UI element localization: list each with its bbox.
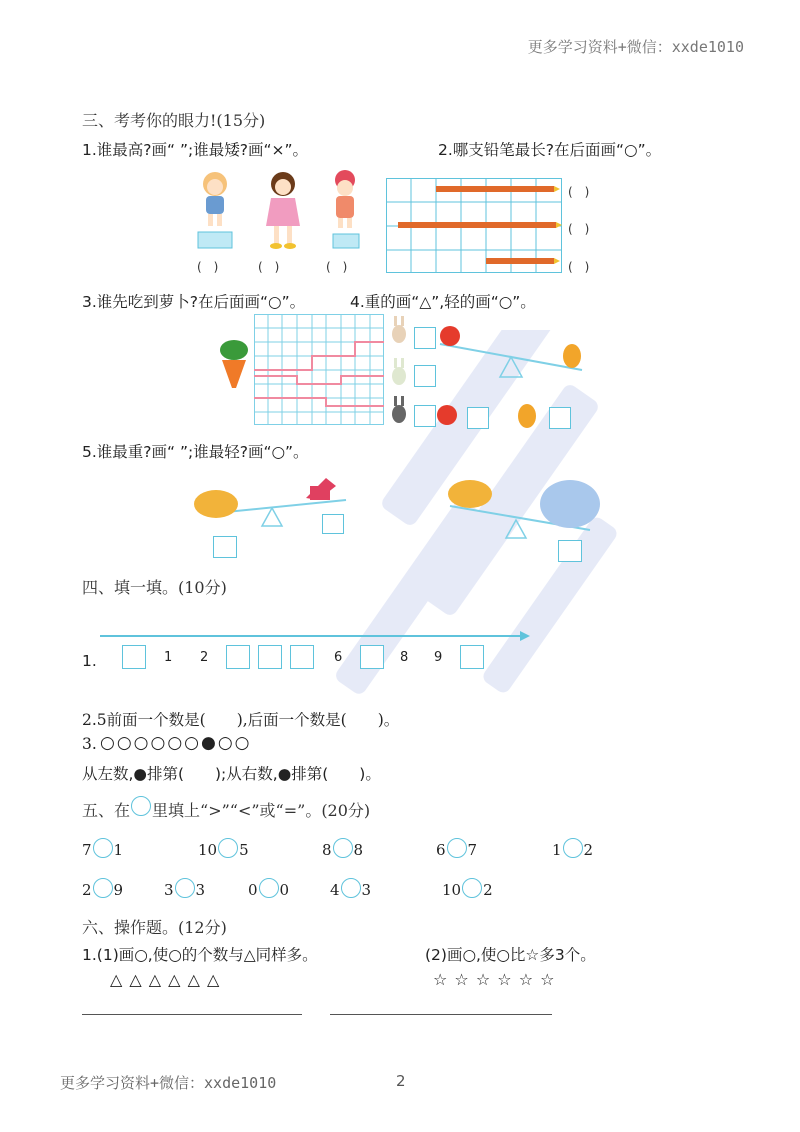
compare-right: 0 [279,881,290,899]
footer-watermark: 更多学习资料+微信：xxde1010 [60,1074,277,1092]
header-watermark: 更多学习资料+微信：xxde1010 [527,38,744,56]
compare-answer-circle[interactable] [341,878,361,898]
number-line-axis [100,628,530,644]
compare-answer-circle[interactable] [333,838,353,858]
compare-answer-circle[interactable] [175,878,195,898]
pear-icon [516,400,538,428]
number-line-blank-box[interactable] [122,645,146,669]
compare-item [436,838,477,862]
pencil-2 [398,222,562,228]
circle-icon [131,796,151,816]
compare-item [164,878,205,902]
compare-right: 7 [467,841,478,859]
number-line-blank-box[interactable] [226,645,250,669]
compare-left: 2 [82,881,92,899]
q2-text: 2.哪支铅笔最长?在后面画“○”。 [438,141,662,159]
maze-grid [254,314,384,426]
compare-left: 4 [330,881,340,899]
number-line-blank-box[interactable] [258,645,282,669]
section4-title: 四、填一填。(10分) [82,578,227,597]
section5-title-after: 里填上“>”“<”或“=”。(20分) [152,800,371,820]
number-line-label: 1. [82,652,97,670]
compare-left: 7 [82,841,92,859]
answer-line-right[interactable] [330,1014,552,1015]
balance-cow-elephant [440,470,616,560]
compare-right: 1 [113,841,124,859]
compare-left: 6 [436,841,446,859]
answer-line-left[interactable] [82,1014,302,1015]
apple-icon [436,402,458,426]
balance-apple-pear [436,320,586,384]
q3-text: 3.谁先吃到萝卜?在后面画“○”。 [82,293,306,311]
q2-answer-paren[interactable]: ( ) [568,185,590,199]
q5-text: 5.谁最重?画“ ”;谁最轻?画“○”。 [82,443,309,461]
rabbits-illustration [388,314,410,426]
compare-answer-circle[interactable] [93,838,113,858]
pencil-grid [386,178,562,274]
triangles-row: △ △ △ △ △ △ [110,970,221,989]
compare-item [82,878,123,902]
q4-answer-box[interactable] [467,407,489,429]
elephant-icon [540,480,600,528]
q1-answer-paren[interactable]: ( ) [326,260,348,274]
number-line-value: 8 [400,650,409,665]
q3-answer-box[interactable] [414,365,436,387]
compare-item [198,838,249,862]
carrot-icon [214,338,254,390]
q1-answer-paren[interactable]: ( ) [197,260,219,274]
q3-answer-box[interactable] [414,405,436,427]
compare-left: 1 [552,841,562,859]
compare-right: 8 [353,841,364,859]
compare-item [442,878,493,902]
compare-item [330,878,371,902]
q5-answer-box[interactable] [558,540,582,562]
compare-item [322,838,363,862]
section6-title: 六、操作题。(12分) [82,918,227,937]
cow-icon [448,480,492,508]
s6-q1a-text: 1.(1)画○,使○的个数与△同样多。 [82,946,318,964]
compare-answer-circle[interactable] [259,878,279,898]
q5-answer-box[interactable] [213,536,237,558]
pencil-1 [436,186,560,192]
compare-right: 3 [361,881,372,899]
number-line-value: 2 [200,650,209,665]
girls-height-illustration [188,168,378,250]
number-line-value: 9 [434,650,443,665]
apple-icon [440,326,460,346]
compare-right: 2 [583,841,594,859]
s4-q3-circles: ○○○○○○●○○ [100,733,252,753]
compare-left: 10 [442,881,462,899]
compare-left: 8 [322,841,332,859]
compare-answer-circle[interactable] [93,878,113,898]
number-line-value: 6 [334,650,343,665]
q2-answer-paren[interactable]: ( ) [568,260,590,274]
compare-right: 2 [483,881,493,899]
compare-item [552,838,593,862]
compare-answer-circle[interactable] [447,838,467,858]
compare-left: 3 [164,881,174,899]
s4-q2-text: 2.5前面一个数是( ),后面一个数是( )。 [82,711,400,729]
compare-item [248,878,289,902]
s4-q3-text: 从左数,●排第( );从右数,●排第( )。 [82,765,381,783]
number-line-blank-box[interactable] [460,645,484,669]
section5-title [82,796,370,822]
q2-answer-paren[interactable]: ( ) [568,222,590,236]
compare-answer-circle[interactable] [462,878,482,898]
s4-q3-label: 3. [82,735,97,753]
q4-text: 4.重的画“△”,轻的画“○”。 [350,293,536,311]
compare-left: 0 [248,881,258,899]
compare-left: 10 [198,841,218,859]
q1-text: 1.谁最高?画“ ”;谁最矮?画“×”。 [82,141,308,159]
compare-answer-circle[interactable] [563,838,583,858]
number-line-blank-box[interactable] [290,645,314,669]
q1-answer-paren[interactable]: ( ) [258,260,280,274]
s6-q1b-text: (2)画○,使○比☆多3个。 [425,946,596,964]
pencil-3 [486,258,560,264]
compare-right: 5 [239,841,249,859]
stars-row: ☆ ☆ ☆ ☆ ☆ ☆ [433,970,556,989]
section5-title-before: 五、在 [82,800,131,820]
compare-right: 3 [195,881,206,899]
q3-answer-box[interactable] [414,327,436,349]
q5-answer-box[interactable] [322,514,344,534]
number-line-blank-box[interactable] [360,645,384,669]
section3-title: 三、考考你的眼力!(15分) [82,111,266,130]
page-number: 2 [396,1072,406,1090]
compare-answer-circle[interactable] [218,838,238,858]
compare-right: 9 [113,881,124,899]
q4-answer-box[interactable] [549,407,571,429]
compare-item [82,838,123,862]
cow-icon [194,490,238,518]
pear-icon [563,344,581,368]
number-line-value: 1 [164,650,173,665]
